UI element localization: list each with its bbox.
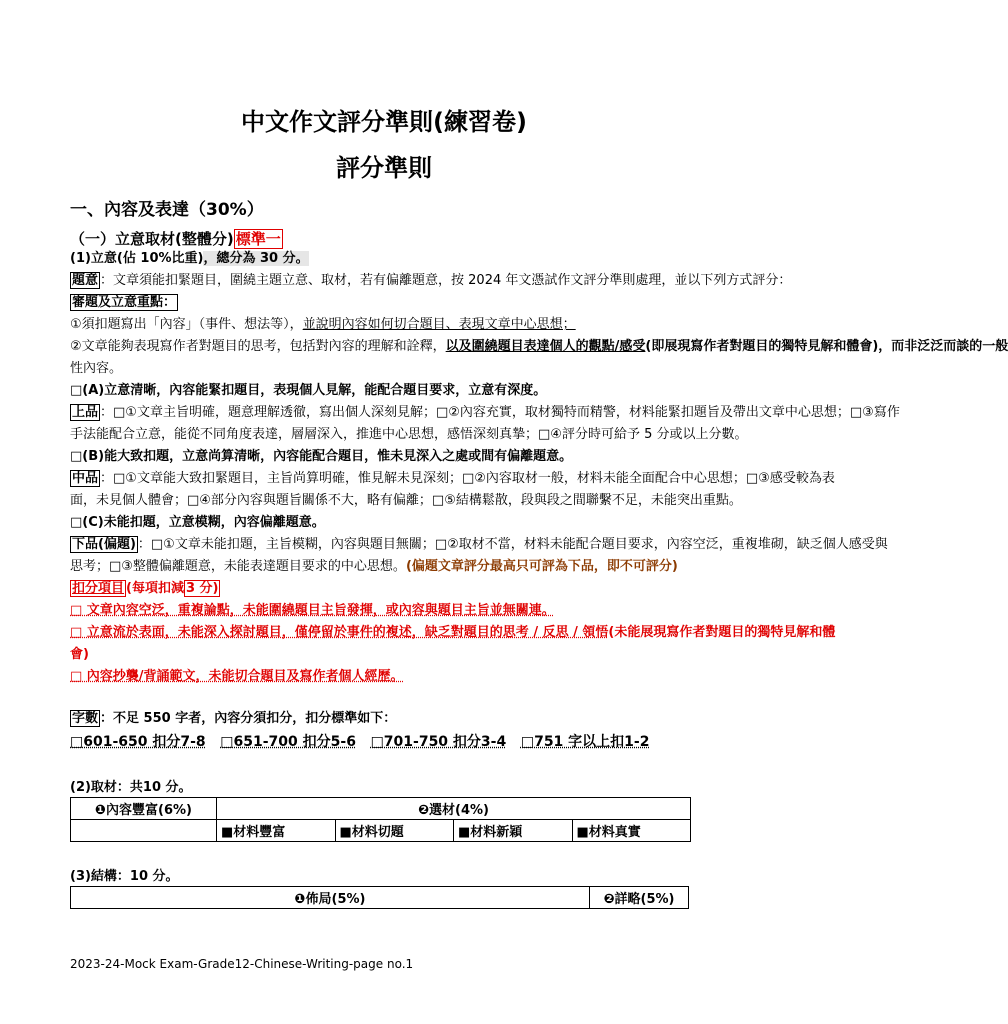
- point2-line1: [70, 336, 1008, 358]
- check-material-relevant[interactable]: ■材料切題: [335, 820, 454, 842]
- section-heading: 一、內容及表達（30%）: [70, 200, 264, 220]
- criterion1-title-text: (1)立意(佔 10%比重): [70, 251, 204, 266]
- option-a: □(A)立意清晰，內容能緊扣題目，表現個人見解，能配合題目要求，立意有深度。: [70, 383, 547, 398]
- point2-b: 以及圍繞題目表達個人的觀點/感受: [445, 339, 646, 354]
- option-c-tag: 下品(偏題): [72, 537, 136, 552]
- criterion1-title-tag: ，總分為 30 分。: [203, 251, 309, 266]
- key-label-text: 審題及立意重點：: [72, 295, 177, 310]
- criterion2-title: (2)取材：共10 分。: [70, 780, 192, 795]
- key-label: [70, 292, 700, 314]
- wordcount-options: [70, 731, 700, 753]
- option-b-tag: 中品: [72, 471, 99, 486]
- option-a-detail-1: [70, 402, 900, 424]
- deduct-label-text: 扣分項目: [72, 581, 125, 596]
- point2-c: (即展現寫作者對題目的獨特見解和體會)，而非泛泛而談的一般: [645, 339, 1008, 354]
- criterion3-col2: ❷詳略(5%): [590, 887, 689, 909]
- wordcount-tag: 字數: [72, 711, 99, 726]
- sub-heading: [70, 228, 283, 249]
- deduct-label: [70, 578, 700, 600]
- deduct-item-2: [70, 622, 836, 644]
- criterion1-intro: [70, 270, 792, 292]
- criterion2-score-cell[interactable]: [71, 820, 217, 842]
- page-footer: 2023-24-Mock Exam-Grade12-Chinese-Writing-page no.1: [70, 957, 414, 971]
- tag-label: 題意: [72, 273, 99, 288]
- point1-a: ①須扣題寫出「內容」（事件、想法等），: [70, 317, 303, 332]
- option-c-detail-2: [70, 556, 700, 578]
- option-a-text1: ：□①文章主旨明確，題意理解透徹，寫出個人深刻見解；□②內容充實，取材獨特而精警，材料能緊扣題旨及帶出文章中心思想；□③寫作: [100, 405, 900, 420]
- criterion2-col2: ❷選材(4%): [217, 798, 691, 820]
- deduct-tag: (每項扣減: [126, 581, 184, 596]
- point2-a: ②文章能夠表現寫作者對題目的思考，包括對內容的理解和詮釋，: [70, 339, 446, 354]
- option-c-note: (偏題文章評分最高只可評為下品，即不可評分): [405, 559, 678, 574]
- option-b-detail-1: [70, 468, 835, 490]
- wordcount-option-4[interactable]: □751 字以上扣1-2: [520, 734, 650, 750]
- option-b: □(B)能大致扣題，立意尚算清晰，內容能配合題目，惟未見深入之處或間有偏離題意。: [70, 449, 573, 464]
- option-a-detail-2: 手法能配合立意，能從不同角度表達，層層深入，推進中心思想，感悟深刻真摯；□④評分時可給予 5 分或以上分數。: [70, 427, 748, 442]
- option-a-tag: 上品: [72, 405, 99, 420]
- page-subtitle: 評分準則: [336, 154, 432, 182]
- deduct-item-2-a: □ 立意流於表面，未能深入探討題目，僅停留於事件的複述，缺乏對題目的思考 / 反思 / 領悟: [70, 625, 609, 640]
- check-material-rich[interactable]: ■材料豐富: [217, 820, 336, 842]
- deduct-item-2-b: (未能展現寫作者對題目的獨特見解和體: [608, 625, 836, 640]
- point2-line2: 性內容。: [70, 361, 123, 376]
- intro-text: ：文章須能扣緊題目，圍繞主題立意、取材，若有偏離題意，按 2024 年文憑試作文評分準則處理，並以下列方式評分：: [100, 273, 792, 288]
- criterion2-col1: ❶內容豐富(6%): [71, 798, 217, 820]
- option-c-detail-1: [70, 534, 888, 556]
- point1: [70, 314, 700, 336]
- deduct-item-1: □ 文章內容空泛，重複論點，未能圍繞題目主旨發揮，或內容與題目主旨並無關連。: [70, 603, 555, 618]
- check-material-real[interactable]: ■材料真實: [572, 820, 691, 842]
- wordcount-option-2[interactable]: □651-700 扣分5-6: [220, 734, 356, 750]
- page-title: 中文作文評分準則(練習卷): [241, 108, 527, 136]
- sub-heading-text: （一）立意取材(整體分): [70, 230, 234, 248]
- option-b-detail-2: 面，未見個人體會；□④部分內容與題旨關係不大，略有偏離；□⑤結構鬆散，段與段之間聯繫不足，未能突出重點。: [70, 493, 742, 508]
- option-c: □(C)未能扣題，立意模糊，內容偏離題意。: [70, 515, 325, 530]
- sub-heading-tag: 標準一: [235, 230, 281, 248]
- wordcount-text: ：不足 550 字者，內容分須扣分，扣分標準如下：: [100, 711, 397, 726]
- check-material-novel[interactable]: ■材料新穎: [454, 820, 573, 842]
- wordcount-option-3[interactable]: □701-750 扣分3-4: [370, 734, 507, 750]
- deduct-item-2-c: 會): [70, 647, 89, 662]
- point1-b: 並說明內容如何切合題目、表現文章中心思想；: [302, 317, 576, 332]
- deduct-tag2: 3 分): [185, 581, 219, 596]
- option-b-text1: ：□①文章能大致扣緊題目，主旨尚算明確，惟見解未見深刻；□②內容取材一般，材料未能全面配合中心思想；□③感受較為表: [100, 471, 835, 486]
- criterion3-col1: ❶佈局(5%): [71, 887, 590, 909]
- criterion3-title: (3)結構：10 分。: [70, 869, 179, 884]
- option-c-text1: ：□①文章未能扣題，主旨模糊，內容與題目無關；□②取材不當，材料未能配合題目要求，內容空泛，重複堆砌，缺乏個人感受與: [137, 537, 888, 552]
- deduct-item-3: □ 內容抄襲/背誦範文，未能切合題目及寫作者個人經歷。: [70, 669, 404, 684]
- criterion3-table: [70, 886, 689, 909]
- option-c-text2: 思考；□③整體偏離題意，未能表達題目要求的中心思想。: [70, 559, 406, 574]
- wordcount-line: [70, 708, 700, 730]
- criterion1-title: [70, 248, 700, 270]
- criterion2-table: [70, 797, 691, 842]
- wordcount-option-1[interactable]: □601-650 扣分7-8: [70, 734, 206, 750]
